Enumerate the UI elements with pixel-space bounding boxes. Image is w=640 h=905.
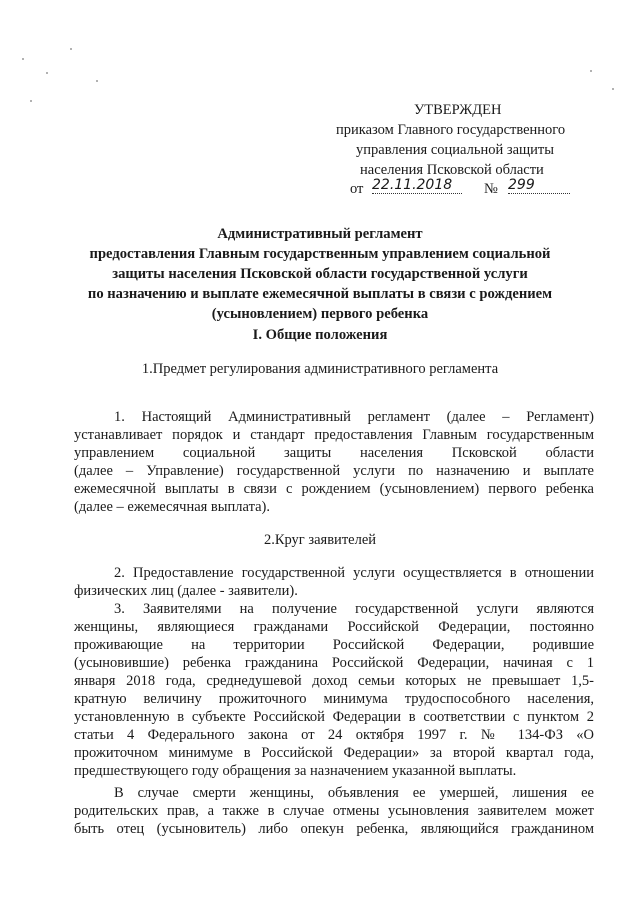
paragraph-line: января 2018 года, среднедушевой доход семьи которых не превышает 1,5-: [74, 673, 594, 689]
paragraph-line: женщины, являющиеся гражданами Российской Федерации, постоянно: [74, 619, 594, 635]
approval-number-value: 299: [508, 177, 570, 194]
paragraph-line: кратную величину прожиточного минимума трудоспособного населения,: [74, 691, 594, 707]
scan-speck: [46, 72, 48, 74]
paragraph-line: В случае смерти женщины, объявления ее умершей, лишения ее: [114, 785, 594, 801]
subsection-heading: 1.Предмет регулирования административного регламента: [141, 361, 499, 377]
paragraph-line: управлением социальной защиты населения Псковской области: [74, 445, 594, 461]
paragraph-line: прожиточном минимуме в Российской Федерации» за второй квартал года,: [74, 745, 594, 761]
approval-title: УТВЕРЖДЕН: [414, 102, 502, 118]
subsection-heading: 2.Круг заявителей: [263, 532, 377, 548]
approval-line: приказом Главного государственного: [336, 122, 566, 138]
paragraph-line: 2. Предоставление государственной услуги осуществляется в отношении: [114, 565, 594, 581]
section-heading: I. Общие положения: [252, 327, 388, 343]
doc-title-line: защиты населения Псковской области государственной услуги: [112, 266, 528, 282]
approval-date-prefix: от: [350, 181, 364, 197]
scan-speck: [96, 80, 98, 82]
paragraph-line: (далее – Управление) государственной услуги по назначению и выплате: [74, 463, 594, 479]
paragraph-line: установленную в субъекте Российской Федерации в соответствии с пунктом 2: [74, 709, 594, 725]
scan-speck: [70, 48, 72, 50]
paragraph-line: 3. Заявителями на получение государственной услуги являются: [114, 601, 594, 617]
paragraph-line: 1. Настоящий Административный регламент (далее – Регламент): [114, 409, 594, 425]
scan-speck: [612, 88, 614, 90]
paragraph-line: быть отец (усыновитель) либо опекун ребенка, являющийся гражданином: [74, 821, 594, 837]
paragraph-line: статьи 4 Федерального закона от 24 октября 1997 г. № 134-ФЗ «О: [74, 727, 594, 743]
scan-speck: [590, 70, 592, 72]
paragraph-line: проживающие на территории Российской Федерации, родившие: [74, 637, 594, 653]
paragraph-line: устанавливает порядок и стандарт предоставления Главным государственным: [74, 427, 594, 443]
scan-speck: [30, 100, 32, 102]
paragraph-line: (далее – ежемесячная выплата).: [74, 499, 270, 515]
doc-title-line: предоставления Главным государственным управлением социальной: [89, 246, 551, 262]
doc-title-line: Административный регламент: [217, 226, 423, 242]
doc-title-line: (усыновлением) первого ребенка: [211, 306, 429, 322]
doc-title-line: по назначению и выплате ежемесячной выплаты в связи с рождением: [87, 286, 553, 302]
paragraph-line: родительских прав, а также в случае отмены усыновления заявителем может: [74, 803, 594, 819]
approval-line: населения Псковской области: [360, 162, 544, 178]
scan-speck: [22, 58, 24, 60]
approval-date-value: 22.11.2018: [372, 177, 462, 194]
paragraph-line: предшествующего году обращения за назначением указанной выплаты.: [74, 763, 517, 779]
approval-number-prefix: №: [484, 181, 498, 197]
paragraph-line: (усыновившие) ребенка гражданина Российской Федерации, начиная с 1: [74, 655, 594, 671]
paragraph-line: физических лиц (далее - заявители).: [74, 583, 298, 599]
paragraph-line: ежемесячной выплаты в связи с рождением (усыновлением) первого ребенка: [74, 481, 594, 497]
approval-line: управления социальной защиты: [356, 142, 555, 158]
